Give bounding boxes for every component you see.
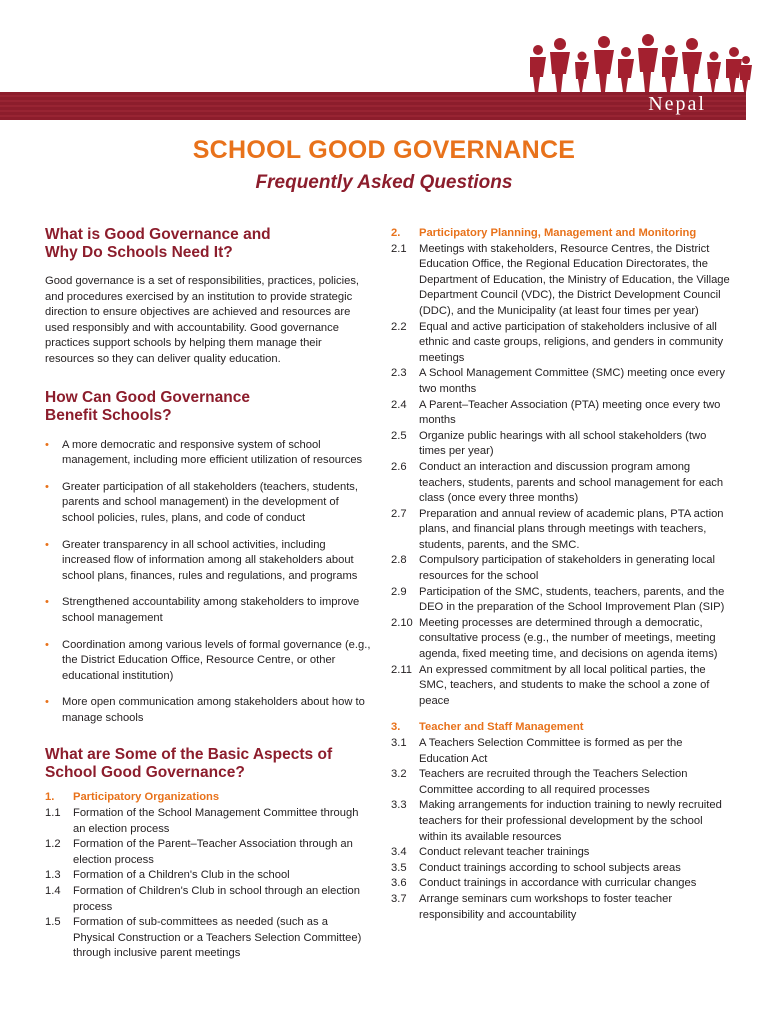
heading-line: What are Some of the Basic Aspects of (45, 746, 333, 764)
list-item (391, 242, 733, 320)
item-number: 3.3 (391, 799, 407, 812)
item-number: 1.5 (45, 916, 61, 929)
section-heading (391, 720, 733, 736)
item-number: 2.6 (391, 460, 407, 473)
item-text: A Teachers Selection Committee is formed as per the Education Act (419, 737, 683, 765)
item-text: Organize public hearings with all school stakeholders (two times per year) (419, 429, 707, 458)
item-text: Preparation and annual review of academic plans, PTA action plans, and financial plans through meetings with teachers, students, parents, and the SMC. (419, 507, 724, 551)
list-item (391, 845, 733, 861)
people-logo-graphic (524, 30, 752, 94)
section-number: 1. (45, 791, 55, 804)
item-text: Conduct trainings in accordance with curricular changes (419, 877, 697, 890)
item-number: 3.7 (391, 892, 407, 905)
list-item (45, 806, 371, 837)
list-item (391, 892, 733, 923)
item-number: 3.4 (391, 846, 407, 859)
list-item (391, 876, 733, 892)
item-text: Formation of Children's Club in school through an election process (73, 885, 360, 913)
item-text: Conduct an interaction and discussion program among teachers, students, parents and school management for each class (once every three months) (419, 460, 724, 505)
item-number: 1.1 (45, 807, 61, 820)
item-number: 3.6 (391, 877, 407, 890)
banner-texture (0, 92, 746, 120)
item-number: 2.7 (391, 507, 407, 520)
list-item (391, 798, 733, 845)
list-item (391, 767, 733, 798)
list-item (45, 868, 371, 884)
item-text: Arrange seminars cum workshops to foster teacher responsibility and accountability (419, 892, 673, 921)
list-item (391, 553, 733, 584)
item-number: 3.5 (391, 861, 407, 874)
item-text: Formation of sub-committees as needed (such as a Physical Construction or a Teachers Selection Committee) through inclusive parent meetings (73, 916, 362, 960)
item-number: 2.8 (391, 554, 407, 567)
item-number: 2.1 (391, 242, 407, 255)
item-text: Teachers are recruited through the Teachers Selection Committee according to all required processes (419, 768, 688, 796)
item-text: Meeting processes are determined through a democratic, consultative process (e.g., the number of meetings, meeting agenda, fixed meeting time, and decisions on agenda items) (419, 616, 718, 661)
country-label: Nepal (648, 93, 706, 115)
question-heading-3 (45, 746, 371, 782)
section-heading (391, 226, 733, 242)
item-number: 1.4 (45, 885, 61, 898)
section-heading (45, 790, 371, 806)
list-item (391, 663, 733, 710)
benefits-list (45, 438, 371, 727)
list-item: • More open communication among stakeholders about how to manage schools (45, 695, 371, 726)
item-text: Meetings with stakeholders, Resource Centres, the District Education Office, the Regional Education Directorates, the Department of Education, the Ministry of Education, the Village Department Council (VDC), the District Development Council (DDC), and the Municipality (at least four times per year) (419, 242, 730, 317)
item-number: 2.2 (391, 320, 407, 333)
list-item (391, 736, 733, 767)
list-item: • Strengthened accountability among stakeholders to improve school management (45, 595, 371, 626)
item-text: Compulsory participation of stakeholders in generating local resources for the school (419, 554, 716, 583)
section-title: Participatory Planning, Management and Monitoring (419, 227, 697, 239)
left-column (45, 226, 371, 962)
section-number: 2. (391, 227, 401, 239)
section-2 (391, 226, 733, 709)
right-column (391, 226, 733, 923)
item-number: 1.2 (45, 838, 61, 851)
section-title: Teacher and Staff Management (419, 721, 584, 734)
item-number: 1.3 (45, 869, 61, 882)
item-number: 2.11 (391, 663, 412, 676)
item-text: A Parent–Teacher Association (PTA) meeting once every two months (419, 398, 721, 427)
question-heading-2 (45, 389, 371, 425)
item-text: Formation of the Parent–Teacher Association through an election process (73, 838, 353, 866)
list-item: • Greater participation of all stakeholders (teachers, students, parents and school management) in the development of school policies, rules, plans, and code of conduct (45, 480, 371, 527)
heading-line: Benefit Schools? (45, 406, 172, 424)
item-text: Making arrangements for induction training to newly recruited teachers for their professional development by the school within its available resources (419, 799, 722, 843)
item-number: 2.10 (391, 616, 413, 629)
item-text: Formation of a Children's Club in the school (73, 869, 290, 882)
list-item: • Greater transparency in all school activities, including increased flow of information among all stakeholders about school plans, finances, rules and regulations, and programs (45, 538, 371, 585)
section-1 (45, 790, 371, 962)
list-item (391, 507, 733, 554)
item-number: 3.2 (391, 768, 407, 781)
item-text: Participation of the SMC, students, teachers, parents, and the DEO in the preparation of the School Improvement Plan (SIP) (419, 585, 725, 614)
page-title: SCHOOL GOOD GOVERNANCE (192, 136, 576, 164)
item-number: 2.9 (391, 585, 407, 598)
heading-line: How Can Good Governance (45, 388, 250, 406)
list-item (391, 429, 733, 460)
list-item (391, 398, 733, 429)
question-heading-1 (45, 226, 371, 262)
item-number: 3.1 (391, 737, 407, 749)
item-text: Equal and active participation of stakeholders inclusive of all ethnic and caste groups, religions, and genders in community meetings (419, 320, 724, 364)
item-text: Conduct relevant teacher trainings (419, 846, 590, 859)
section-title: Participatory Organizations (73, 791, 220, 804)
list-item (391, 861, 733, 877)
list-item (391, 366, 733, 397)
list-item (45, 915, 371, 962)
list-item: • Coordination among various levels of formal governance (e.g., the District Education Office, Resource Centre, or other educational institution) (45, 638, 371, 685)
page-subtitle: Frequently Asked Questions (255, 172, 513, 193)
list-item (45, 837, 371, 868)
item-number: 2.4 (391, 398, 407, 411)
heading-line: School Good Governance? (45, 764, 245, 782)
intro-paragraph: Good governance is a set of responsibilities, practices, policies, and procedures exercised by an institution to provide strategic direction to ensure objectives are achieved and resources are used responsibly and with accountability. Good governance practices support schools by helping them manage their resources so they can deliver quality education. (45, 275, 360, 365)
item-text: Formation of the School Management Committee through an election process (73, 807, 359, 835)
item-text: A School Management Committee (SMC) meeting once every two months (419, 367, 725, 395)
section-3 (391, 720, 733, 923)
item-number: 2.5 (391, 429, 407, 442)
heading-line: Why Do Schools Need It? (45, 244, 233, 261)
item-text: An expressed commitment by all local political parties, the SMC, teachers, and students to make the school a zone of peace (419, 663, 710, 707)
list-item (391, 616, 733, 663)
list-item: • A more democratic and responsive system of school management, including more efficient utilization of resources (45, 438, 371, 469)
list-item (391, 460, 733, 507)
item-number: 2.3 (391, 367, 407, 380)
list-item (391, 585, 733, 616)
list-item (391, 320, 733, 367)
item-text: Conduct trainings according to school subjects areas (419, 861, 681, 874)
section-number: 3. (391, 721, 401, 734)
list-item (45, 884, 371, 915)
heading-line: What is Good Governance and (45, 226, 271, 243)
